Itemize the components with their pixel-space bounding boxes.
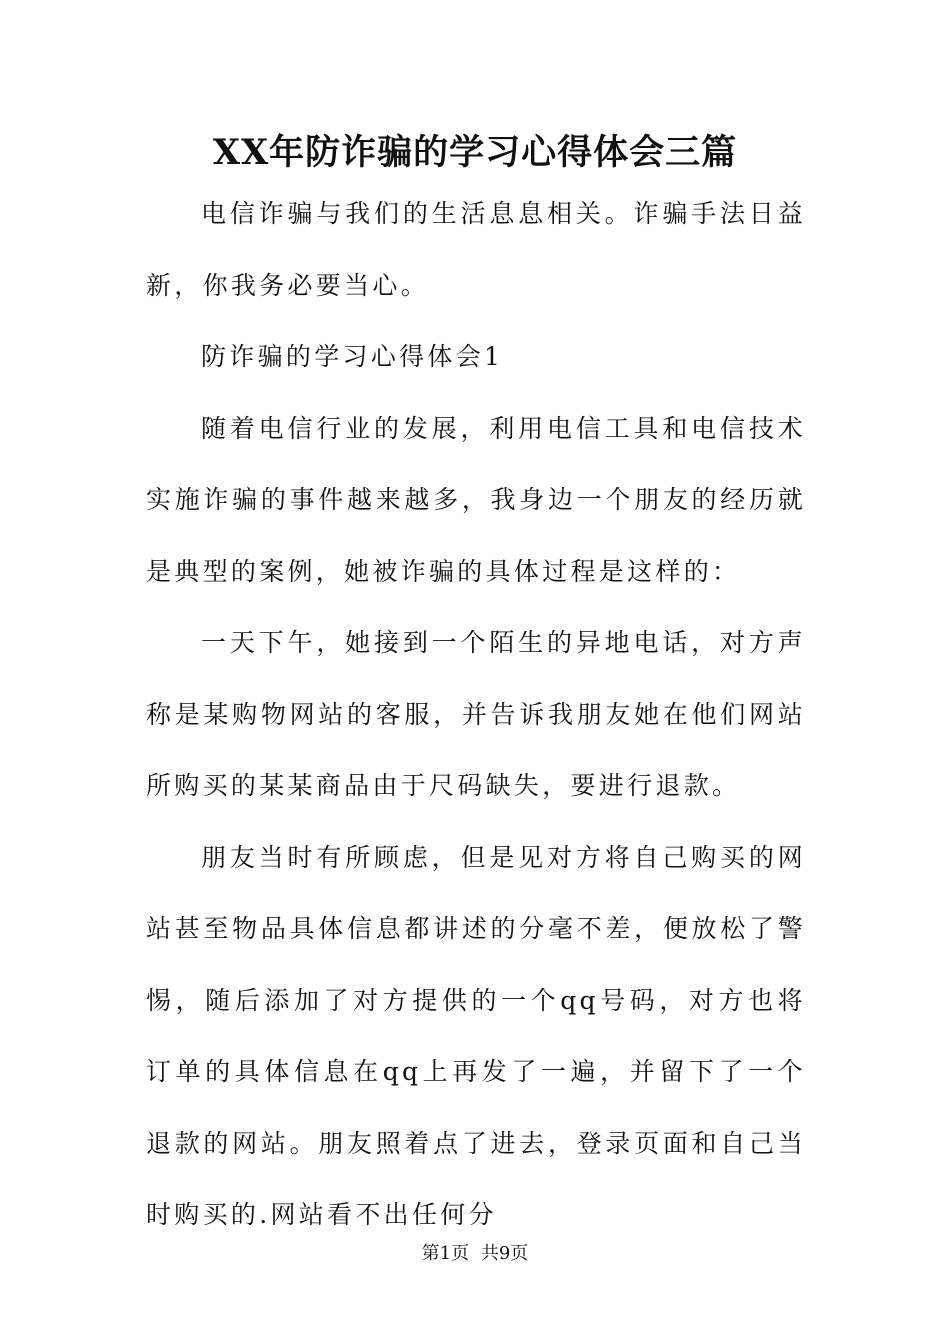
paragraph-intro: 电信诈骗与我们的生活息息相关。诈骗手法日益新，你我务必要当心。 xyxy=(146,199,806,300)
section-heading: 防诈骗的学习心得体会1 xyxy=(201,342,504,371)
document-title: XX年防诈骗的学习心得体会三篇 xyxy=(212,132,738,173)
page-total: 共9页 xyxy=(480,1243,529,1264)
page-number: 第1页 xyxy=(421,1243,470,1264)
page-footer xyxy=(0,1240,950,1268)
document-body xyxy=(146,178,806,1251)
paragraph: 朋友当时有所顾虑，但是见对方将自己购买的网站甚至物品具体信息都讲述的分毫不差，便放松了警惕，随后添加了对方提供的一个qq号码，对方也将订单的具体信息在qq上再发了一遍，并留下了一个退款的网站。朋友照着点了进去，登录页面和自己当时购买的.网站看不出任何分 xyxy=(146,842,806,1229)
paragraph: 随着电信行业的发展，利用电信工具和电信技术实施诈骗的事件越来越多，我身边一个朋友的经历就是典型的案例，她被诈骗的具体过程是这样的： xyxy=(146,413,806,586)
paragraph: 一天下午，她接到一个陌生的异地电话，对方声称是某购物网站的客服，并告诉我朋友她在他们网站所购买的某某商品由于尺码缺失，要进行退款。 xyxy=(146,628,806,800)
